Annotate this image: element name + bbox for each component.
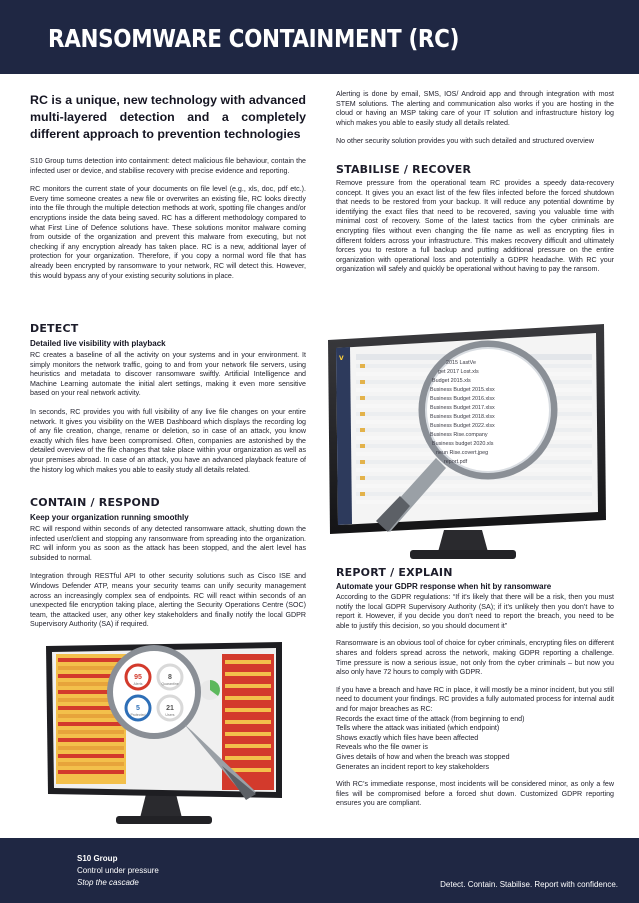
report-paragraph-1: According to the GDPR regulations: “If it’s likely that there will be a risk, then you must notify the local GDPR Supervisory Authority (SA); if it’s unlikely then you don’t have to report it. However, if you decide you don’t need to report the breach, you need to be able to justify this decision, so you should document it” xyxy=(336,593,614,630)
report-paragraph-3: If you have a breach and have RC in place, it will mostly be a minor incident, but you still need to document your findings. RC provides a fully automated process for internal audit and for major breaches as RC: xyxy=(336,685,614,713)
list-item: neun Rise.covert.jpeg xyxy=(436,450,489,456)
monitor-stand xyxy=(140,794,182,818)
intro-paragraph-2: RC monitors the current state of your documents on file level (e.g., xls, doc, pdf etc.). Every time someone creates a new file or overwrites an existing file, RC looks directly into the file through the multiple detection methods at work, spotting file changes and/or encryptions inside the data being saved. RC has a different methodology compared to what First Line of Defence solutions have. These solutions monitor malware coming from outside of the organization and prevent this malware from executing, but not checking if any encryption already has taken place. RC is a new, additional layer of protection for your organization. Therefore, if you copy a normal word file that has already been encrypted by ransomware to your network, RC will detect this. However, this would bypass any of your existing security solutions in place. xyxy=(30,185,306,280)
app-logo-icon: V xyxy=(339,355,344,362)
report-paragraph-4: With RC’s immediate response, most incidents will be considered minor, as only a few files will be compromised before a forced shut down. Customized GDPR reporting ensures you are compliant. xyxy=(336,780,614,808)
list-item: Business Rise.company xyxy=(430,432,488,438)
detect-paragraph-2: In seconds, RC provides you with full visibility of any live file changes on your entire network. It gives you visibility on the WEB Dashboard which displays the recording log of any file creation, change, rename or deletion, so in case of an attack, you know exactly which files have been compromised. Often, companies are astonished by the detailed overview of the file changes that take place within your organization as well as your premises abroad. In case of an attack, you have an advanced playback feature of the history log which makes you able to easily study all details related. xyxy=(30,407,306,474)
footer-tagline: Control under pressure xyxy=(77,866,159,875)
list-item: Reveals who the file owner is xyxy=(336,743,428,752)
monitor-base xyxy=(410,550,516,559)
contain-paragraph-2: Integration through RESTful API to other security solutions such as Cisco ISE and Windows Defender ATP, means your security teams can unify security management across an increasingly complex sea of endpoints. RC will react within seconds of an unexpected file encryption taking place, alerting the Security Operations Centre (SOC) team, the attacked user, any other key stakeholders and finally notify the local GDPR Supervisory Authority (SA) if required. xyxy=(30,572,306,629)
page-title: RANSOMWARE CONTAINMENT (RC) xyxy=(48,24,460,53)
contain-paragraph-1: RC will respond within seconds of any detected ransomware attack, shutting down the infected user/client and stopping any ransomware from spreading into the organization. RC will inform you as soon as the attack has been stopped, and the alert level has subsided to normal. xyxy=(30,525,306,562)
stabilise-title: STABILISE / RECOVER xyxy=(336,163,472,176)
app-sidebar xyxy=(336,347,352,525)
detect-title: DETECT xyxy=(30,322,79,335)
intro-headline: RC is a unique, new technology with advanced multi-layered detection and a completely different approach to prevention technologies xyxy=(30,93,306,141)
page-footer xyxy=(0,838,639,903)
detect-paragraph-1: RC creates a baseline of all the activity on your systems and in your environment. It simply monitors the network traffic, going to and from your network file servers, using heuristics and metadata to discover ransomware swiftly. Artificial Intelligence and Machine Learning automate the initial alert settings, making it even more sensitive based on your real network activity. xyxy=(30,351,306,398)
list-item: Gives details of how and when the breach was stopped xyxy=(336,752,510,761)
contain-section xyxy=(30,496,306,630)
footer-motto: Detect. Contain. Stabilise. Report with confidence. xyxy=(440,880,618,889)
folder-icon-column xyxy=(360,364,365,496)
list-item: Shows exactly which files have been affected xyxy=(336,733,479,742)
stabilise-section xyxy=(336,163,614,275)
list-item: Business Budget 2022.xlsx xyxy=(430,423,495,429)
contain-subtitle: Keep your organization running smoothly xyxy=(30,513,189,522)
report-section xyxy=(336,566,614,809)
stat-value: 5 xyxy=(136,705,140,712)
detect-section xyxy=(30,322,306,475)
page-header xyxy=(0,0,639,74)
monitor-base xyxy=(116,816,212,824)
monitor-file-history-illustration xyxy=(306,320,620,566)
stabilise-paragraph: Remove pressure from the operational team RC provides a speedy data-recovery concept. It gives you an exact list of the few files infected before the forced shutdown that needs to be restored from your backup. It will reduce any potential downtime by identifying the exact files that need to be recovered, saving you valuable time with minimal cost of recovery. Some of the latest tactics from the cyber criminals are encrypting files without even changing the file name as well as encrypting files in different folders across your infrastructure. This makes recovery difficult and ultimately forces you to restore a full backup and putting additional pressure on the entire organization with operational loss and potentially a GDPR headache. With RC your organization will safely and quickly be operational without having to pay the ransom. xyxy=(336,179,614,274)
list-item: Business Budget 2017.xlsx xyxy=(430,405,495,411)
list-item: get 2017 Lost.xls xyxy=(438,369,479,375)
overview-paragraph: No other security solution provides you with such detailed and structured overview xyxy=(336,137,594,146)
detect-subtitle: Detailed live visibility with playback xyxy=(30,339,166,348)
report-bullet-list xyxy=(336,715,614,773)
list-item: 2015 LastVe xyxy=(446,360,476,366)
report-paragraph-2: Ransomware is an obvious tool of choice for cyber criminals, encrypting files on different shares and folders spread across the network, making GDPR reporting a challenge. Time pressure is now a serious issue, not only from the cyber criminals – but now you also only have 72 hours to comply with GDPR. xyxy=(336,639,614,677)
alerting-paragraph: Alerting is done by email, SMS, IOS/ Android app and through integration with most STEM solutions. The alerting and communication also works if you are hosting in the cloud or having an MSP taking care of your IT solution and infrastructure history log which makes you able to easily study all details related. xyxy=(336,90,614,127)
footer-slogan: Stop the cascade xyxy=(77,878,139,887)
list-item: Records the exact time of the attack (from beginning to end) xyxy=(336,714,525,723)
stat-label: Users xyxy=(165,713,175,717)
list-item: Generates an incident report to key stakeholders xyxy=(336,762,489,771)
intro-section xyxy=(30,92,306,281)
list-item: Business Budget 2018.xlsx xyxy=(430,414,495,420)
monitor-stand xyxy=(438,530,488,552)
list-item: Budget 2015.xls xyxy=(432,378,471,384)
stat-label: Alerts xyxy=(133,682,143,686)
intro-paragraph-1: S10 Group turns detection into containment: detect malicious file behaviour, contain the infected user or device, and stabilise recovery with precise evidence and reporting. xyxy=(30,157,306,175)
stat-label: Quarantine xyxy=(161,682,179,686)
stat-value: 21 xyxy=(166,705,174,712)
stat-label: Protected xyxy=(130,713,146,717)
list-item: Business budget 2020.xls xyxy=(432,441,494,447)
stat-value: 8 xyxy=(168,674,172,681)
footer-brand: S10 Group xyxy=(77,854,118,863)
stat-value: 95 xyxy=(134,674,142,681)
report-title: REPORT / EXPLAIN xyxy=(336,566,453,579)
report-subtitle: Automate your GDPR response when hit by ransomware xyxy=(336,582,552,591)
contain-title: CONTAIN / RESPOND xyxy=(30,496,160,509)
list-item: report.pdf xyxy=(444,459,468,465)
alerting-section xyxy=(336,90,614,147)
list-item: Business Budget 2015.xlsx xyxy=(430,387,495,393)
list-item: Tells where the attack was initiated (which endpoint) xyxy=(336,724,500,733)
monitor-dashboard-illustration xyxy=(42,642,288,838)
list-item: Business Budget 2016.xlsx xyxy=(430,396,495,402)
magnifier-lens xyxy=(110,648,198,736)
